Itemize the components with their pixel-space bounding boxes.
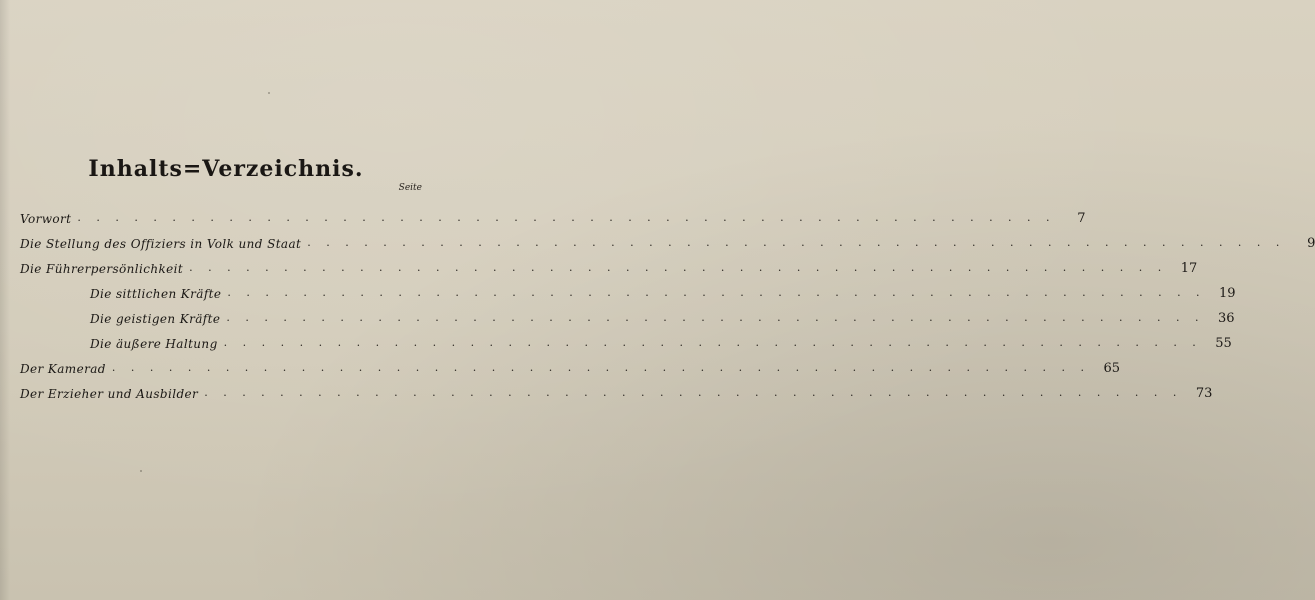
toc-entry-page: 17 (1180, 261, 1198, 276)
dot-leader (189, 261, 1167, 274)
toc-entry-label: Die Führerpersönlichkeit (20, 262, 184, 276)
dot-leader (224, 336, 1202, 349)
toc-entry-label: Der Kamerad (20, 362, 106, 376)
toc-entry-page: 7 (1077, 211, 1086, 226)
toc-entry (20, 376, 1213, 401)
toc-entry-page: 9 (1307, 236, 1315, 251)
toc-subentry (20, 276, 1236, 301)
toc-entry-label: Die Stellung des Offiziers in Volk und Staat (20, 237, 302, 251)
toc-entry-label: Vorwort (20, 212, 72, 226)
toc-entry (20, 251, 1198, 276)
toc-entry (20, 351, 1121, 376)
dot-leader (227, 286, 1205, 299)
dot-leader (307, 236, 1285, 249)
table-of-contents (20, 201, 1315, 401)
dot-leader (226, 311, 1204, 324)
toc-subentry (20, 326, 1232, 351)
toc-entry-label: Der Erzieher und Ausbilder (20, 387, 199, 401)
page-edge-shadow (0, 0, 10, 600)
paper-speck (140, 470, 142, 472)
paper-speck (268, 92, 270, 94)
toc-entry-page: 55 (1215, 336, 1232, 351)
dot-leader (204, 386, 1182, 399)
toc-entry-page: 65 (1103, 361, 1121, 376)
toc-entry (20, 226, 1315, 251)
toc-entry-page: 36 (1217, 311, 1235, 326)
toc-entry (20, 201, 1086, 226)
toc-entry-page: 73 (1195, 386, 1213, 401)
dot-leader (112, 361, 1090, 374)
toc-entry-label: Die geistigen Kräfte (90, 312, 221, 326)
toc-subentry (20, 301, 1235, 326)
page-column-header: Seite (398, 183, 422, 193)
page-title: Inhalts=Verzeichnis. (88, 156, 364, 182)
toc-entry-label: Die äußere Haltung (90, 337, 218, 351)
dot-leader (77, 211, 1055, 224)
toc-entry-label: Die sittlichen Kräfte (90, 287, 222, 301)
toc-entry-page: 19 (1219, 286, 1236, 301)
